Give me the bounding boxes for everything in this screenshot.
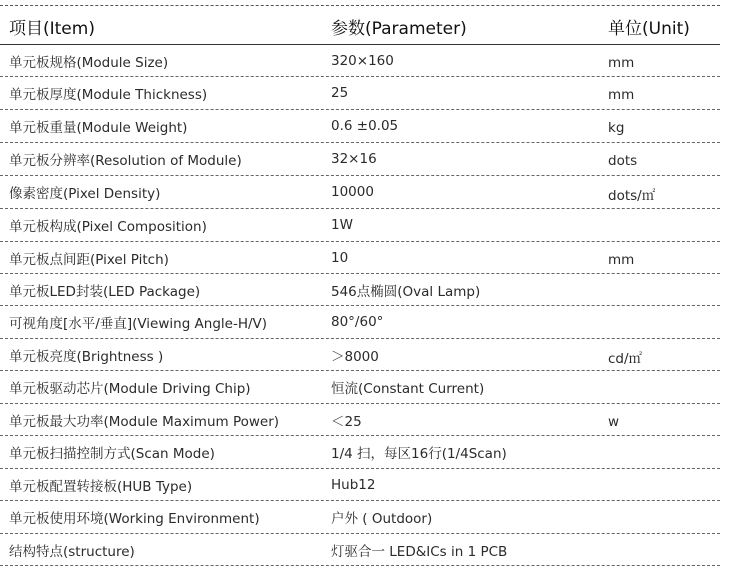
row-parameter: Hub12	[331, 476, 376, 493]
top-divider	[0, 5, 720, 6]
table-row	[0, 534, 720, 566]
row-parameter: 1W	[331, 217, 353, 233]
row-unit: dots	[608, 153, 638, 169]
row-item: 单元板构成(Pixel Composition)	[9, 219, 207, 235]
table-row	[0, 209, 720, 242]
header-unit: 单位(Unit)	[608, 18, 690, 39]
row-item: 单元板分辨率(Resolution of Module)	[9, 153, 242, 169]
row-parameter: 10000	[331, 184, 374, 200]
row-item: 单元板点间距(Pixel Pitch)	[9, 251, 169, 268]
row-parameter: 0.6 ±0.05	[331, 118, 399, 134]
row-parameter: 25	[331, 85, 349, 101]
table-row	[0, 176, 720, 209]
row-item: 单元板驱动芯片(Module Driving Chip)	[9, 381, 251, 397]
row-unit: mm	[608, 54, 635, 71]
row-item: 像素密度(Pixel Density)	[9, 186, 161, 202]
table-row	[0, 469, 720, 501]
table-row	[0, 143, 720, 176]
table-row	[0, 339, 720, 371]
table-row	[0, 501, 720, 534]
row-parameter: ＜25	[331, 413, 362, 430]
table-row	[0, 404, 720, 436]
table-row	[0, 77, 720, 110]
row-parameter: 80°/60°	[331, 314, 384, 330]
row-item: 单元板规格(Module Size)	[9, 54, 169, 71]
row-parameter: 546点椭圆(Oval Lamp)	[331, 283, 481, 300]
row-unit: kg	[608, 120, 625, 136]
row-parameter: 320×160	[331, 52, 394, 69]
row-item: 单元板扫描控制方式(Scan Mode)	[9, 446, 215, 462]
table-row	[0, 306, 720, 339]
row-item: 单元板亮度(Brightness )	[9, 348, 164, 365]
header-item: 项目(Item)	[9, 18, 95, 39]
row-item: 单元板使用环境(Working Environment)	[9, 511, 260, 527]
row-parameter: ＞8000	[331, 348, 379, 365]
table-row	[0, 242, 720, 274]
row-item: 单元板LED封装(LED Package)	[9, 283, 201, 300]
row-unit: dots/㎡	[608, 188, 656, 204]
table-row	[0, 45, 720, 77]
row-parameter: 10	[331, 249, 349, 266]
row-parameter: 32×16	[331, 151, 377, 167]
table-row	[0, 274, 720, 306]
row-unit: mm	[608, 87, 635, 103]
header-parameter: 参数(Parameter)	[331, 18, 467, 39]
row-unit: w	[608, 413, 620, 430]
table-row	[0, 371, 720, 404]
row-item: 单元板最大功率(Module Maximum Power)	[9, 413, 280, 430]
row-item: 单元板重量(Module Weight)	[9, 120, 188, 136]
row-item: 可视角度[水平/垂直](Viewing Angle-H/V)	[9, 316, 268, 332]
row-item: 结构特点(structure)	[9, 543, 135, 560]
row-parameter: 灯驱合一 LED&ICs in 1 PCB	[331, 543, 508, 560]
row-parameter: 户外 ( Outdoor)	[331, 511, 433, 527]
row-item: 单元板配置转接板(HUB Type)	[9, 478, 193, 495]
row-parameter: 1/4 扫，每区16行(1/4Scan)	[331, 446, 507, 462]
row-parameter: 恒流(Constant Current)	[331, 381, 485, 397]
row-item: 单元板厚度(Module Thickness)	[9, 87, 208, 103]
row-unit: cd/㎡	[608, 350, 643, 367]
table-header-row	[0, 8, 720, 45]
table-row	[0, 110, 720, 143]
row-unit: mm	[608, 251, 635, 268]
table-row	[0, 436, 720, 469]
